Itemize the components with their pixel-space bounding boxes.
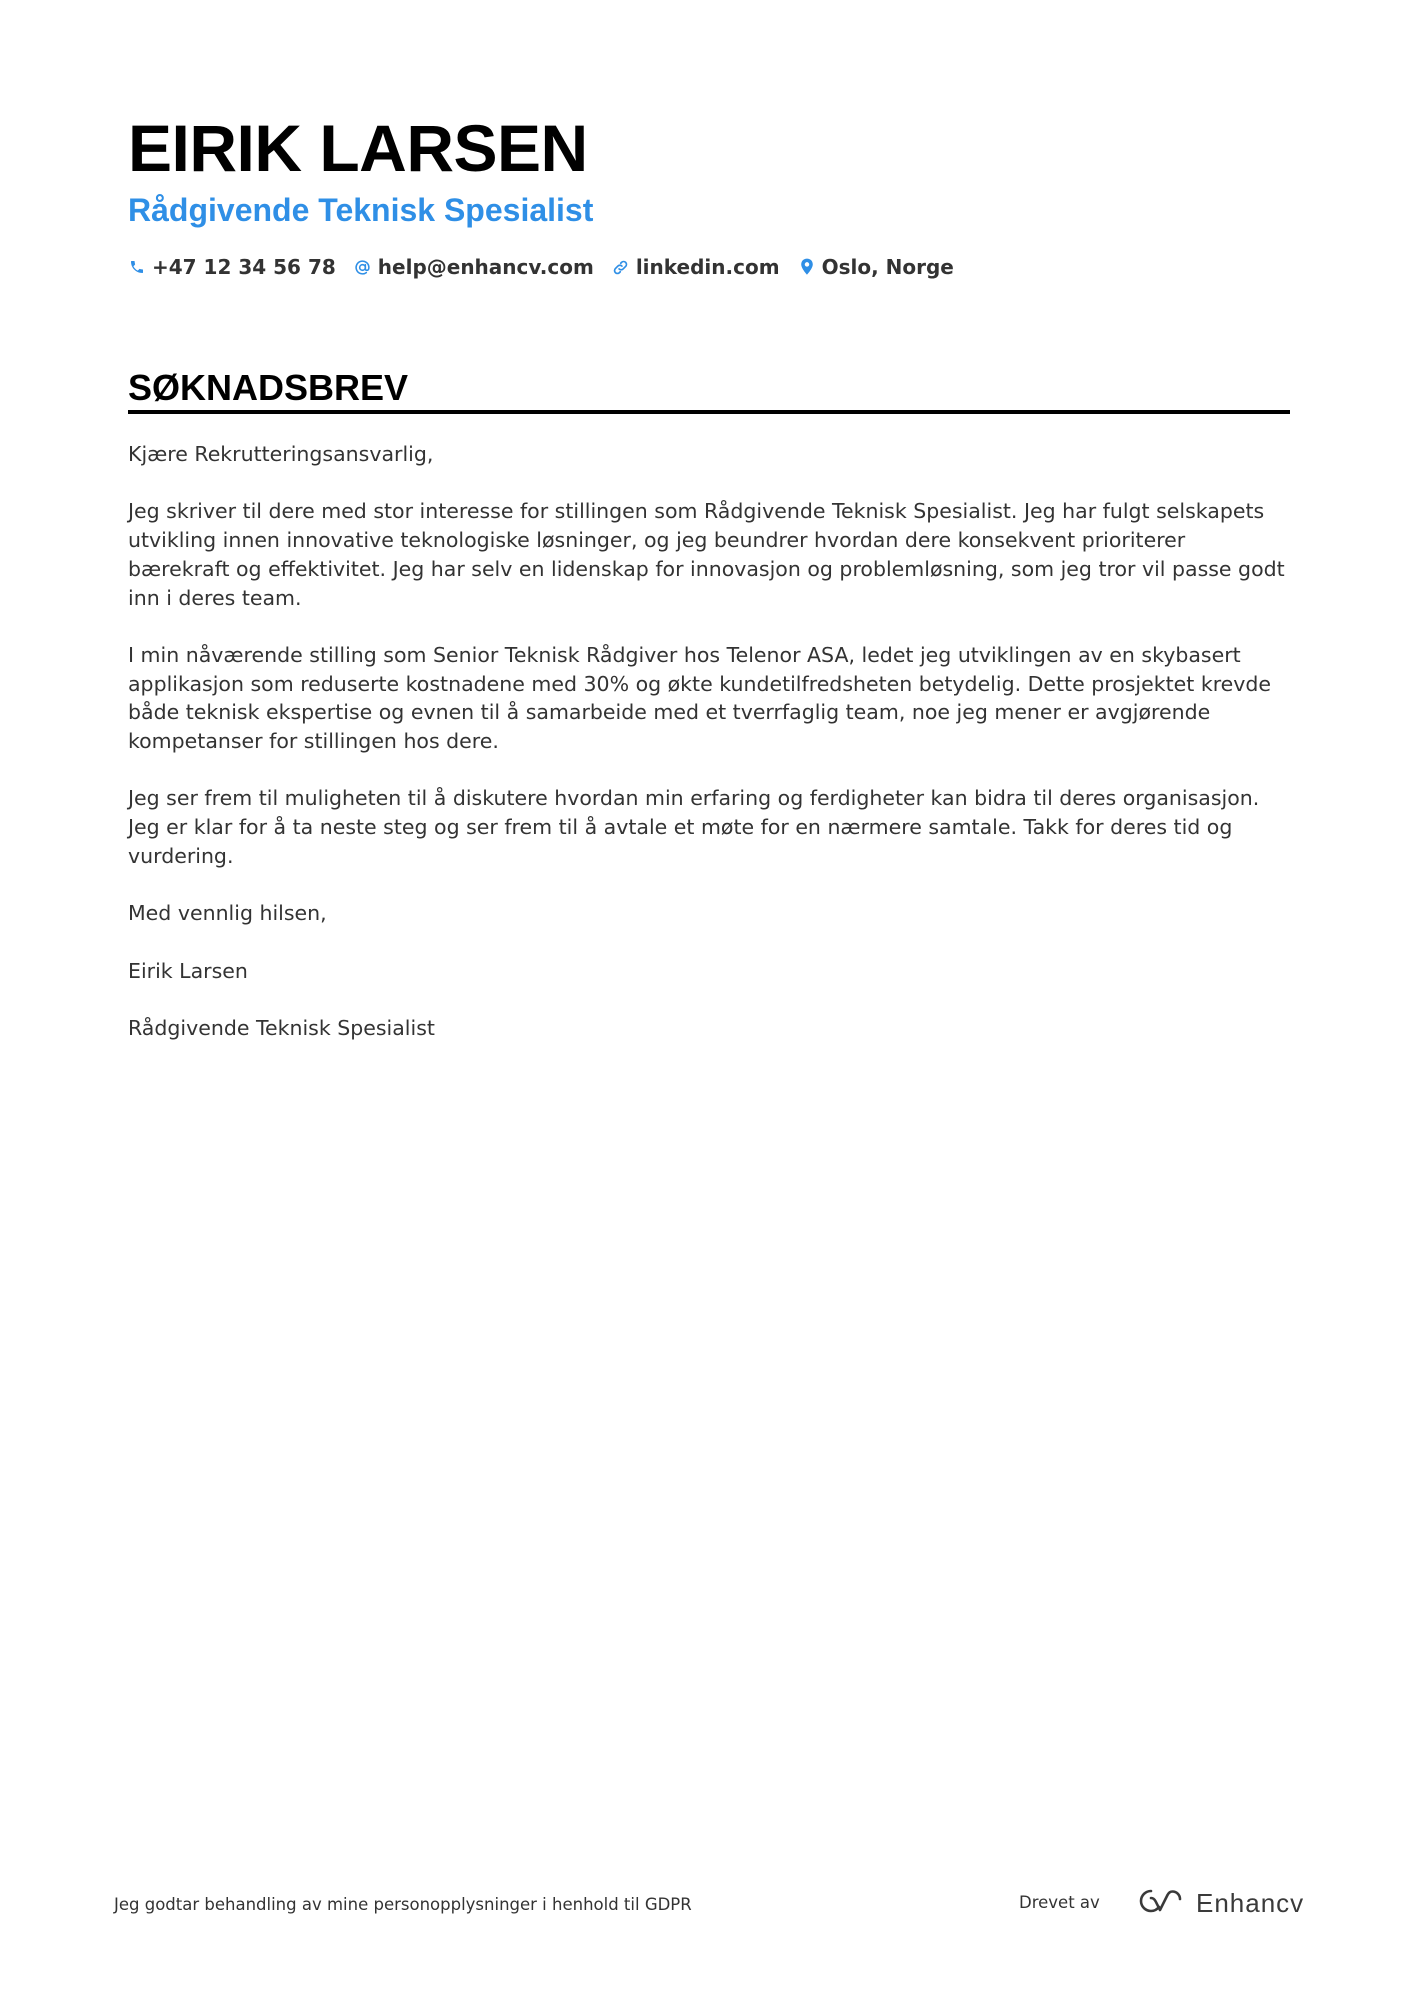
contact-linkedin[interactable] bbox=[612, 252, 780, 282]
letter-greeting: Kjære Rekrutteringsansvarlig, bbox=[128, 442, 434, 466]
letter-paragraph: I min nåværende stilling som Senior Teknisk Rådgiver hos Telenor ASA, ledet jeg utviklingen av en skybasert applikasjon som reduserte kostnadene med 30% og økte kundetilfredsheten betydelig. Dette prosjektet krevde både teknisk ekspertise og evnen til å samarbeide med et tverrfaglig team, noe jeg mener er avgjørende kompetanser for stillingen hos dere. bbox=[128, 642, 1272, 753]
letter-paragraph: Jeg ser frem til muligheten til å diskutere hvordan min erfaring og ferdigheter kan bidra til deres organisasjon. Jeg er klar for å ta neste steg og ser frem til å avtale et møte for en nærmere samtale. Takk for deres tid og vurdering. bbox=[128, 786, 1260, 868]
link-icon bbox=[612, 258, 630, 276]
contact-location-text: Oslo, Norge bbox=[821, 255, 954, 279]
at-icon bbox=[354, 258, 372, 276]
powered-by-label: Drevet av bbox=[1019, 1893, 1100, 1912]
contact-phone-text: +47 12 34 56 78 bbox=[152, 255, 336, 279]
location-pin-icon bbox=[798, 258, 816, 276]
contact-email-text: help@enhancv.com bbox=[377, 255, 594, 279]
section-heading: SØKNADSBREV bbox=[128, 367, 409, 408]
letter-closing: Med vennlig hilsen, bbox=[128, 901, 327, 926]
enhancv-wordmark: Enhancv bbox=[1196, 1888, 1305, 1918]
contact-info bbox=[128, 252, 954, 282]
contact-phone[interactable] bbox=[128, 252, 336, 282]
enhancv-logo-icon bbox=[1138, 1888, 1184, 1918]
contact-location bbox=[798, 252, 954, 282]
letter-body bbox=[128, 440, 1292, 1071]
signature-name: Eirik Larsen bbox=[128, 958, 248, 983]
contact-linkedin-text: linkedin.com bbox=[635, 255, 780, 279]
gdpr-consent: Jeg godtar behandling av mine personopplysninger i henhold til GDPR bbox=[114, 1895, 692, 1914]
enhancv-brand[interactable] bbox=[1138, 1888, 1304, 1918]
letter-paragraph: Jeg skriver til dere med stor interesse for stillingen som Rådgivende Teknisk Spesialist. Jeg har fulgt selskapets utvikling innen innovative teknologiske løsninger, og jeg beundrer hvordan dere konsekvent prioriterer bærekraft og effektivitet. Jeg har selv en lidenskap for innovasjon og problemløsning, som jeg tror vil passe godt inn i deres team. bbox=[128, 499, 1285, 610]
applicant-job-title: Rådgivende Teknisk Spesialist bbox=[128, 192, 594, 228]
signature-title: Rådgivende Teknisk Spesialist bbox=[128, 1015, 435, 1040]
applicant-name: EIRIK LARSEN bbox=[128, 111, 588, 185]
contact-email[interactable] bbox=[354, 252, 594, 282]
phone-icon bbox=[128, 258, 146, 276]
section-divider bbox=[128, 410, 1290, 414]
